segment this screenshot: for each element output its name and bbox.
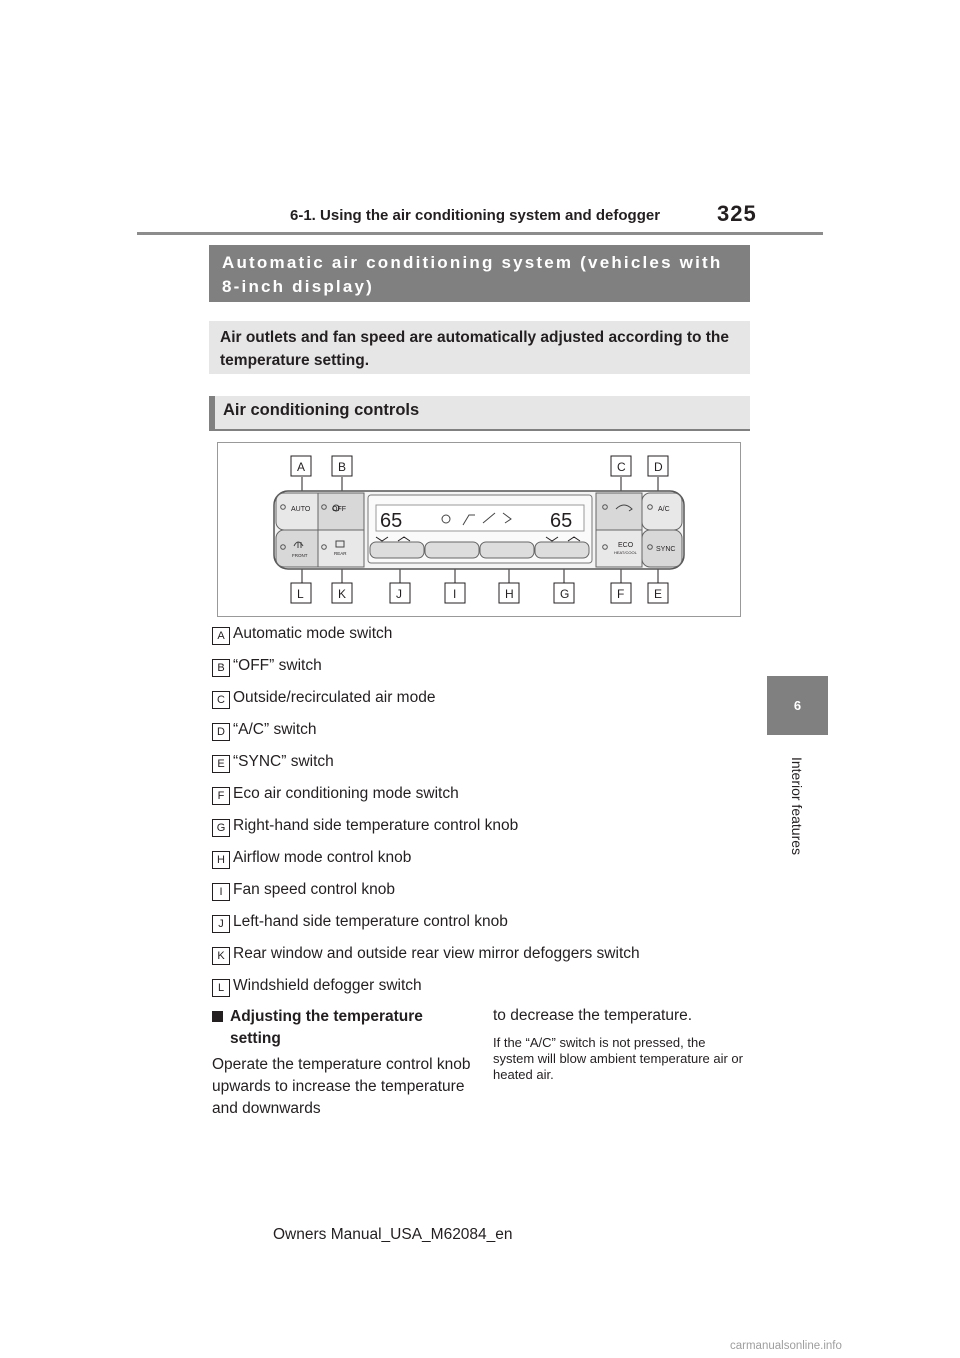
subsection-accent bbox=[209, 396, 215, 429]
legend-text: Automatic mode switch bbox=[233, 625, 393, 642]
legend-item bbox=[212, 848, 732, 870]
watermark: carmanualsonline.info bbox=[730, 1340, 842, 1352]
ac-panel-illustration bbox=[218, 443, 740, 616]
ac-controls-figure bbox=[217, 442, 741, 617]
square-bullet-icon bbox=[212, 1011, 223, 1022]
legend-text: Rear window and outside rear view mirror defoggers switch bbox=[233, 945, 640, 962]
subsection-heading bbox=[209, 396, 750, 431]
left-temp-knob bbox=[370, 542, 424, 558]
legend-letter: C bbox=[212, 691, 230, 709]
legend-item bbox=[212, 656, 732, 678]
legend-text: “OFF” switch bbox=[233, 657, 322, 674]
recirculate-button bbox=[596, 493, 642, 530]
sync-label: SYNC bbox=[656, 546, 676, 553]
chapter-number: 6 bbox=[793, 698, 802, 713]
rear-defogger-button bbox=[318, 530, 364, 567]
right-temp-knob bbox=[535, 542, 589, 558]
legend-item bbox=[212, 944, 732, 966]
left-temp-display: 65 bbox=[380, 510, 403, 532]
chapter-tab bbox=[767, 676, 828, 735]
legend-letter: D bbox=[212, 723, 230, 741]
legend-letter: H bbox=[212, 851, 230, 869]
callout-e: E bbox=[654, 587, 663, 601]
legend-text: Windshield defogger switch bbox=[233, 977, 422, 994]
legend-letter: I bbox=[212, 883, 230, 901]
footer-manual-id: Owners Manual_USA_M62084_en bbox=[273, 1226, 513, 1243]
adjusting-heading bbox=[212, 1006, 472, 1050]
legend-letter: B bbox=[212, 659, 230, 677]
callout-i: I bbox=[453, 587, 457, 601]
legend-item bbox=[212, 784, 732, 806]
legend-item bbox=[212, 976, 732, 998]
bottom-callouts bbox=[291, 583, 668, 603]
top-callouts bbox=[291, 456, 668, 476]
legend-text: Right-hand side temperature control knob bbox=[233, 817, 519, 834]
legend-letter: J bbox=[212, 915, 230, 933]
legend-item bbox=[212, 752, 732, 774]
section-title: Automatic air conditioning system (vehicles with 8-inch display) bbox=[222, 253, 723, 296]
section-title-bar bbox=[209, 245, 750, 302]
legend-item bbox=[212, 688, 732, 710]
legend-letter: G bbox=[212, 819, 230, 837]
subsection-title: Air conditioning controls bbox=[223, 401, 420, 419]
chapter-title: Interior features bbox=[789, 756, 805, 856]
legend-text: Eco air conditioning mode switch bbox=[233, 785, 459, 802]
callout-k: K bbox=[338, 587, 347, 601]
legend-letter: L bbox=[212, 979, 230, 997]
section-intro-box bbox=[209, 321, 750, 374]
eco-label: ECO bbox=[618, 542, 634, 549]
header-section-title: 6-1. Using the air conditioning system and defogger bbox=[290, 207, 661, 224]
callout-h: H bbox=[505, 587, 514, 601]
front-label: FRONT bbox=[292, 553, 308, 558]
legend-item bbox=[212, 624, 732, 646]
callout-j: J bbox=[396, 587, 402, 601]
legend-letter: F bbox=[212, 787, 230, 805]
adjusting-body-right: to decrease the temperature. bbox=[493, 1007, 693, 1024]
legend-letter: A bbox=[212, 627, 230, 645]
legend-letter: K bbox=[212, 947, 230, 965]
callout-g: G bbox=[560, 587, 570, 601]
callout-f: F bbox=[617, 587, 625, 601]
adjusting-heading-text: Adjusting the temperature setting bbox=[230, 1008, 423, 1047]
fan-speed-knob bbox=[425, 542, 479, 558]
legend-text: Outside/recirculated air mode bbox=[233, 689, 436, 706]
page-number: 325 bbox=[717, 201, 757, 226]
callout-a: A bbox=[297, 460, 306, 474]
ac-label: A/C bbox=[658, 506, 670, 513]
legend-text: Left-hand side temperature control knob bbox=[233, 913, 508, 930]
callout-c: C bbox=[617, 460, 626, 474]
callout-l: L bbox=[297, 587, 304, 601]
chapter-side-label bbox=[782, 744, 812, 868]
legend-item bbox=[212, 720, 732, 742]
legend-text: Airflow mode control knob bbox=[233, 849, 412, 866]
right-temp-display: 65 bbox=[550, 510, 573, 532]
legend-item bbox=[212, 880, 732, 902]
section-intro: Air outlets and fan speed are automatically adjusted according to the temperature setting. bbox=[220, 329, 730, 369]
auto-label: AUTO bbox=[291, 506, 311, 513]
legend-letter: E bbox=[212, 755, 230, 773]
adjusting-body-left: Operate the temperature control knob upwards to increase the temperature and downwards bbox=[212, 1056, 471, 1117]
callout-d: D bbox=[654, 460, 663, 474]
eco-sub-label: HEAT/COOL bbox=[614, 550, 637, 555]
legend-text: “A/C” switch bbox=[233, 721, 317, 738]
legend-text: Fan speed control knob bbox=[233, 881, 395, 898]
legend-text: “SYNC” switch bbox=[233, 753, 334, 770]
airflow-knob bbox=[480, 542, 534, 558]
legend-item bbox=[212, 912, 732, 934]
rear-label: REAR bbox=[334, 551, 347, 556]
callout-b: B bbox=[338, 460, 347, 474]
off-label: OFF bbox=[332, 506, 346, 513]
adjusting-note: If the “A/C” switch is not pressed, the system will blow ambient temperature air or heated air. bbox=[493, 1035, 743, 1082]
legend-item bbox=[212, 816, 732, 838]
header-divider bbox=[137, 232, 823, 235]
